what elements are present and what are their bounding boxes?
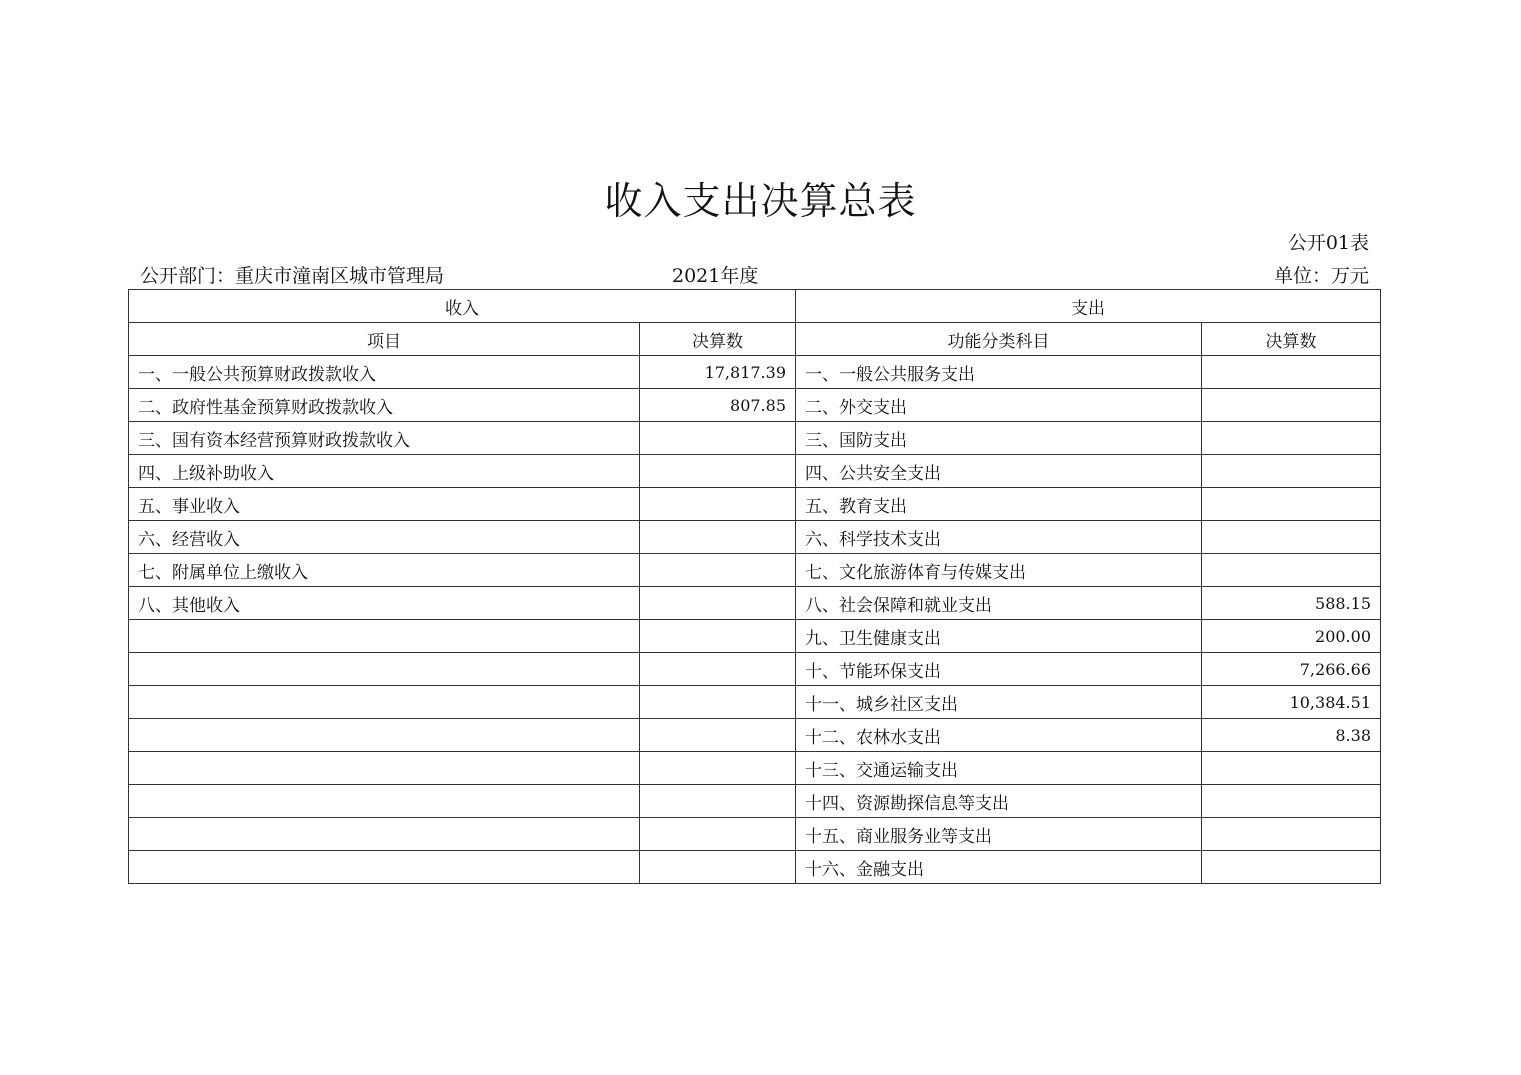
expense-amount-cell: 588.15 [1202, 587, 1381, 620]
expense-item-cell: 四、公共安全支出 [796, 455, 1202, 488]
expense-amount-cell: 200.00 [1202, 620, 1381, 653]
expense-amount-cell [1202, 356, 1381, 389]
income-amount-cell [640, 587, 796, 620]
income-item-cell: 四、上级补助收入 [129, 455, 640, 488]
income-amount-cell [640, 488, 796, 521]
fiscal-year: 2021年度 [672, 265, 759, 287]
income-item-cell: 二、政府性基金预算财政拨款收入 [129, 389, 640, 422]
income-amount-cell: 17,817.39 [640, 356, 796, 389]
income-item-cell: 七、附属单位上缴收入 [129, 554, 640, 587]
expense-amount-cell [1202, 554, 1381, 587]
income-item-cell: 一、一般公共预算财政拨款收入 [129, 356, 640, 389]
col-header-income-amount: 决算数 [640, 323, 796, 356]
income-amount-cell [640, 620, 796, 653]
income-amount-cell [640, 719, 796, 752]
expense-amount-cell [1202, 785, 1381, 818]
column-header-row [129, 323, 1381, 356]
expense-amount-cell [1202, 422, 1381, 455]
expense-item-cell: 六、科学技术支出 [796, 521, 1202, 554]
table-row [129, 422, 1381, 455]
expense-amount-cell [1202, 389, 1381, 422]
expense-amount-cell [1202, 752, 1381, 785]
expense-amount-cell [1202, 851, 1381, 884]
col-header-func-category: 功能分类科目 [796, 323, 1202, 356]
expense-item-cell: 十、节能环保支出 [796, 653, 1202, 686]
expense-item-cell: 十四、资源勘探信息等支出 [796, 785, 1202, 818]
income-item-cell [129, 620, 640, 653]
income-item-cell [129, 653, 640, 686]
income-amount-cell [640, 653, 796, 686]
table-row [129, 587, 1381, 620]
income-amount-cell [640, 818, 796, 851]
expense-item-cell: 八、社会保障和就业支出 [796, 587, 1202, 620]
income-amount-cell [640, 455, 796, 488]
expense-amount-cell [1202, 488, 1381, 521]
expense-item-cell: 十三、交通运输支出 [796, 752, 1202, 785]
expense-amount-cell [1202, 455, 1381, 488]
table-row [129, 785, 1381, 818]
table-row [129, 455, 1381, 488]
income-item-cell: 六、经营收入 [129, 521, 640, 554]
income-amount-cell [640, 521, 796, 554]
expense-section-header: 支出 [796, 290, 1381, 323]
table-row [129, 356, 1381, 389]
unit-label: 单位：万元 [1273, 265, 1369, 287]
income-item-cell [129, 686, 640, 719]
expense-item-cell: 十五、商业服务业等支出 [796, 818, 1202, 851]
income-item-cell: 三、国有资本经营预算财政拨款收入 [129, 422, 640, 455]
income-item-cell [129, 818, 640, 851]
expense-amount-cell [1202, 521, 1381, 554]
table-row [129, 851, 1381, 884]
expense-amount-cell: 7,266.66 [1202, 653, 1381, 686]
col-header-item: 项目 [129, 323, 640, 356]
income-amount-cell: 807.85 [640, 389, 796, 422]
expense-item-cell: 九、卫生健康支出 [796, 620, 1202, 653]
department-label: 公开部门：重庆市潼南区城市管理局 [140, 265, 445, 287]
table-row [129, 554, 1381, 587]
expense-amount-cell: 8.38 [1202, 719, 1381, 752]
section-header-row [129, 290, 1381, 323]
expense-item-cell: 二、外交支出 [796, 389, 1202, 422]
income-item-cell [129, 785, 640, 818]
expense-amount-cell [1202, 818, 1381, 851]
table-row [129, 653, 1381, 686]
income-item-cell [129, 719, 640, 752]
income-item-cell [129, 752, 640, 785]
table-row [129, 521, 1381, 554]
table-row [129, 719, 1381, 752]
expense-item-cell: 十二、农林水支出 [796, 719, 1202, 752]
income-amount-cell [640, 851, 796, 884]
expense-item-cell: 十六、金融支出 [796, 851, 1202, 884]
expense-item-cell: 三、国防支出 [796, 422, 1202, 455]
income-item-cell [129, 851, 640, 884]
expense-amount-cell: 10,384.51 [1202, 686, 1381, 719]
table-row [129, 488, 1381, 521]
income-amount-cell [640, 686, 796, 719]
form-number: 公开01表 [1287, 232, 1369, 254]
income-item-cell: 八、其他收入 [129, 587, 640, 620]
page-title: 收入支出决算总表 [604, 179, 917, 223]
col-header-expense-amount: 决算数 [1202, 323, 1381, 356]
income-amount-cell [640, 785, 796, 818]
table-row [129, 818, 1381, 851]
income-section-header: 收入 [129, 290, 796, 323]
expense-item-cell: 七、文化旅游体育与传媒支出 [796, 554, 1202, 587]
income-item-cell: 五、事业收入 [129, 488, 640, 521]
table-row [129, 752, 1381, 785]
expense-item-cell: 五、教育支出 [796, 488, 1202, 521]
expense-item-cell: 十一、城乡社区支出 [796, 686, 1202, 719]
budget-table [128, 289, 1381, 884]
expense-item-cell: 一、一般公共服务支出 [796, 356, 1202, 389]
income-amount-cell [640, 752, 796, 785]
table-row [129, 620, 1381, 653]
income-amount-cell [640, 422, 796, 455]
table-row [129, 686, 1381, 719]
income-amount-cell [640, 554, 796, 587]
table-row [129, 389, 1381, 422]
